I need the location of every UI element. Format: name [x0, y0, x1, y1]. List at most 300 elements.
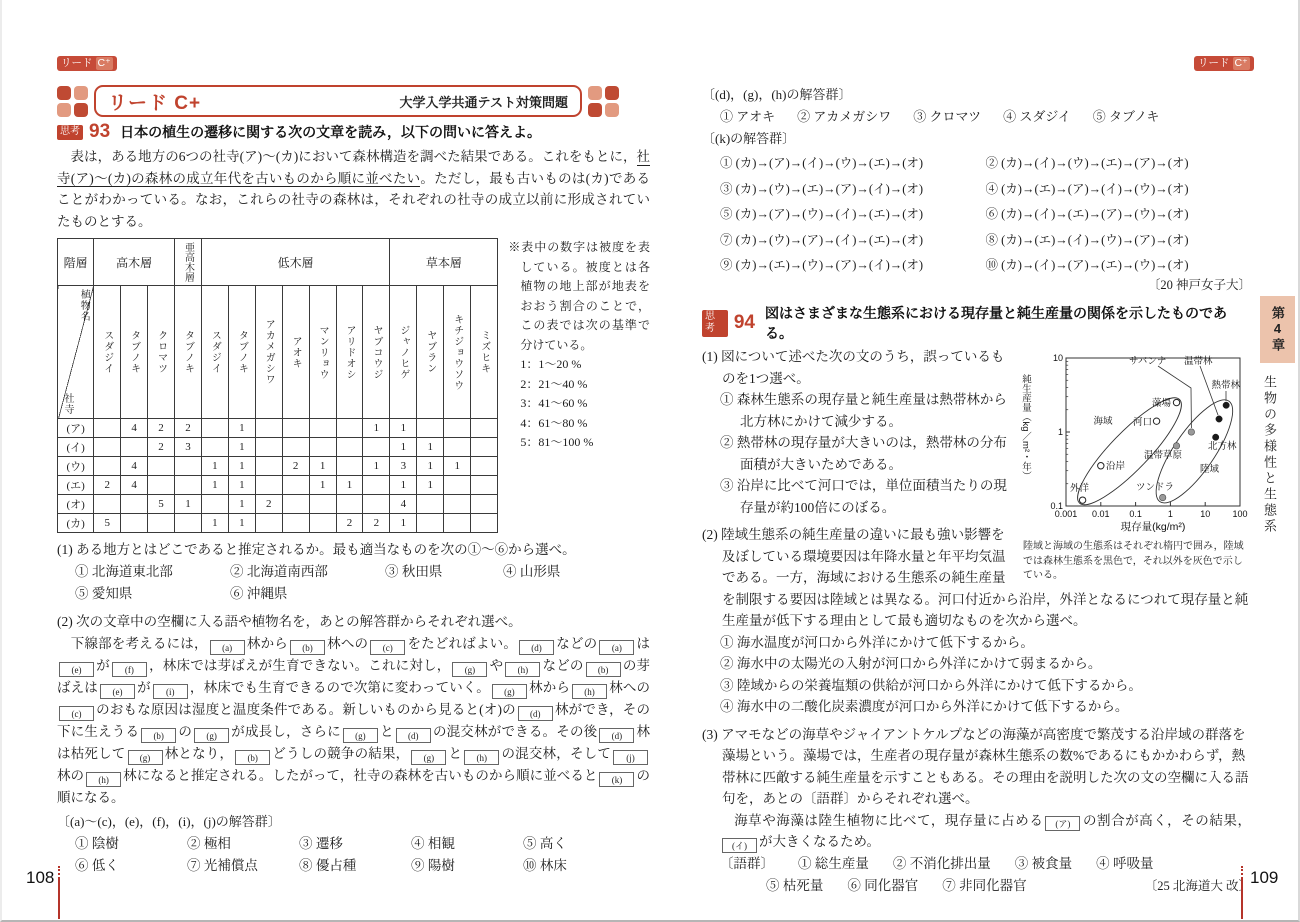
y-tick-label: 1 [1057, 427, 1063, 437]
table-cell: アカメガシワ [255, 286, 282, 419]
option-item: ⑥ 沖縄県 [230, 585, 288, 601]
table-cell [309, 495, 336, 514]
answer-blank: (h) [505, 662, 540, 677]
option-item: ② 熱帯林の現存量が大きいのは，熱帯林の分布面積が大きいためである。 [720, 435, 1007, 472]
table-cell: 1 [390, 419, 417, 438]
answer-blank: (h) [464, 750, 499, 765]
table-cell: 1 [417, 457, 444, 476]
list-item: ④ (カ)→(エ)→(ア)→(イ)→(ウ)→(オ) [985, 181, 1189, 196]
table-cell: 4 [121, 476, 148, 495]
option-item: ⑥ 低く [75, 858, 119, 873]
vegetation-table [57, 238, 498, 533]
x-tick-label: 0.1 [1129, 509, 1142, 519]
table-cell: 低木層 [201, 239, 389, 286]
list-item: 1：1～20 % [520, 357, 582, 371]
table-cell: 1 [228, 476, 255, 495]
point-label: ツンドラ [1136, 482, 1175, 493]
table-cell: 2 [363, 514, 390, 533]
answer-blank: (g) [492, 684, 527, 699]
point-label: 温帯林 [1184, 356, 1213, 367]
point-label: 温帯草原 [1144, 450, 1183, 461]
q94-3-goi-row2 [766, 875, 1251, 897]
table-cell [148, 514, 175, 533]
table-cell: (ウ) [58, 457, 94, 476]
lead-badge-cplus: C⁺ [97, 57, 111, 69]
q93-1-options-row1 [75, 561, 650, 583]
x-axis-label: 現存量(kg/m²) [1120, 521, 1186, 533]
table-cell: 1 [228, 495, 255, 514]
table-row [58, 495, 498, 514]
q93-2-lead: (2) 次の文章中の空欄に入る語や植物名を，あとの解答群からそれぞれ選べ。 [57, 613, 522, 629]
answer-blank: (h) [86, 772, 121, 787]
point-label: 外洋 [1070, 483, 1090, 494]
list-item: ② アカメガシワ [797, 109, 892, 124]
x-tick-label: 1 [1167, 509, 1173, 519]
table-cell: 2 [336, 514, 363, 533]
table-cell: 1 [309, 457, 336, 476]
table-cell [175, 457, 202, 476]
option-item: ① 総生産量 [798, 855, 869, 871]
option-item: ② 極相 [187, 836, 231, 851]
table-cell [309, 419, 336, 438]
q94-2-options [720, 632, 1251, 718]
table-cell [58, 286, 94, 419]
table-cell: 1 [228, 514, 255, 533]
ellipse-label: 海域 [1093, 416, 1113, 427]
list-item: 5：81～100 % [520, 435, 594, 449]
table-cell: (ア) [58, 419, 94, 438]
leader-line [1158, 366, 1191, 428]
table-cell [336, 457, 363, 476]
table-cell: 1 [390, 514, 417, 533]
table-cell: キチジョウソウ [444, 286, 471, 419]
table-cell [94, 419, 121, 438]
table-cell [255, 419, 282, 438]
table-cell: ジャノヒゲ [390, 286, 417, 419]
table-cell: 草本層 [390, 239, 498, 286]
answer-blank: (g) [128, 750, 163, 765]
option-item: ① 陰樹 [75, 836, 119, 851]
option-item: ③ 秋田県 [385, 563, 443, 579]
table-cell [336, 419, 363, 438]
table-corner-plant-label: 植物名 [78, 289, 90, 322]
chart-point [1153, 418, 1159, 424]
note-scale [508, 355, 650, 453]
group-dgh-options [720, 106, 1251, 128]
answer-blank: (c) [370, 640, 405, 655]
section-subtitle: 大学入学共通テスト対策問題 [399, 94, 568, 110]
table-cell [201, 419, 228, 438]
table-cell [417, 514, 444, 533]
table-cell: 5 [94, 514, 121, 533]
point-label: 北方林 [1208, 441, 1237, 452]
chart-point [1098, 463, 1104, 469]
chart-point [1212, 434, 1218, 440]
option-item: ③ 被食量 [1014, 855, 1073, 871]
table-cell [201, 495, 228, 514]
chapter-title: 生物の多様性と生態系 [1262, 375, 1277, 535]
option-item: ④ 山形県 [503, 563, 561, 579]
q93-1-text: (1) ある地方とはどこであると推定されるか。最も適当なものを次の①～⑥から選べ。 [57, 542, 576, 557]
chapter-tab [1260, 296, 1292, 535]
table-cell: 2 [282, 457, 309, 476]
table-cell [336, 438, 363, 457]
table-cell [363, 438, 390, 457]
list-item: ④ スダジイ [1003, 109, 1071, 124]
table-cell [282, 476, 309, 495]
table-cell [255, 476, 282, 495]
list-item: ⑦ (カ)→(ウ)→(ア)→(イ)→(エ)→(オ) [720, 232, 924, 247]
think-badge: 思考 [702, 310, 728, 337]
q93-source: 〔20 神戸女子大〕 [1147, 278, 1251, 292]
answer-blank: (d) [396, 728, 431, 743]
point-label: 熱帯林 [1211, 380, 1240, 391]
x-tick-label: 0.01 [1092, 509, 1110, 519]
table-cell: ヤブコウジ [363, 286, 390, 419]
q93-2-passage: 下線部を考えるには， (a) 林から (b) 林への (c) をたどればよい。 (d) などの (a) は(e) が (f) ，林床では芽ばえが生育できない。これに対し， (g) や (h) などの (b) の芽ばえは (e) が (i) ，林床でも生育できるので次第に変わっていく。 (g) 林から (h) 林への(c) のおもな原因は湿度と温度条件である。新しいものから見ると(オ)の (d) 林ができ，その下に生えうる (b) の (g) が成長し，さらに (g) と (d) の混交林ができる。その後 (d) 林は枯死して (g) 林となり， (b) どうしの競争の結果， (g) と (h) の混交林，そして (j)林の (h) 林になると推定される。したがって，社寺の森林を古いものから順に並べると (k) の順になる。 [57, 636, 651, 805]
table-cell [255, 438, 282, 457]
table-row [58, 476, 498, 495]
y-tick-label: 10 [1052, 353, 1063, 363]
table-cell: 1 [228, 457, 255, 476]
table-cell: 1 [390, 476, 417, 495]
table-row [58, 419, 498, 438]
table-cell: 1 [201, 457, 228, 476]
table-cell: 3 [175, 438, 202, 457]
option-item: ⑤ 愛知県 [75, 585, 133, 601]
q94-body [702, 346, 1251, 897]
table-cell: 1 [201, 476, 228, 495]
option-item: ③ 遷移 [299, 836, 343, 851]
answer-blank: (c) [59, 706, 94, 721]
left-page-column [57, 121, 650, 877]
q94-source: 〔25 北海道大 改〕 [1144, 878, 1251, 893]
list-item: ② (カ)→(イ)→(ウ)→(エ)→(ア)→(オ) [985, 156, 1189, 170]
ellipse-label: 陸域 [1200, 464, 1220, 475]
table-cell: 2 [94, 476, 121, 495]
table-cell: スダジイ [94, 286, 121, 419]
table-cell [471, 419, 498, 438]
table-cell [444, 476, 471, 495]
point-label: 河口 [1132, 417, 1152, 428]
table-cell: 1 [336, 476, 363, 495]
answer-blank: (g) [411, 750, 446, 765]
table-cell [121, 514, 148, 533]
underlined-text: 社寺(ア)～(カ)の森林の成立年代を古いものから順に並べたい [57, 149, 650, 186]
lead-badge-left [57, 56, 117, 71]
table-cell [121, 495, 148, 514]
answer-blank: (b) [290, 640, 325, 655]
answer-blank: (d) [518, 706, 553, 721]
divider-line-right [1241, 866, 1243, 919]
table-cell: 1 [228, 419, 255, 438]
answer-blank: (j) [613, 750, 648, 765]
table-cell [148, 457, 175, 476]
table-cell [471, 495, 498, 514]
list-item: 4：61～80 % [520, 415, 588, 430]
option-item: ① 森林生態系の現存量と純生産量は熱帯林から北方林にかけて減少する。 [720, 392, 1007, 429]
table-cell: (オ) [58, 495, 94, 514]
table-cell: 5 [148, 495, 175, 514]
table-cell: アオキ [282, 286, 309, 419]
table-cell [282, 495, 309, 514]
table-cell [417, 419, 444, 438]
think-badge: 思考 [57, 125, 83, 140]
table-cell: (エ) [58, 476, 94, 495]
option-item: ② 海水中の太陽光の入射が河口から外洋にかけて弱まるから。 [720, 656, 1102, 671]
table-cell: 4 [121, 457, 148, 476]
option-item: ③ 陸域からの栄養塩類の供給が河口から外洋にかけて低下するから。 [720, 677, 1142, 693]
chart-point [1173, 443, 1179, 449]
table-cell [309, 514, 336, 533]
option-item: ④ 海水中の二酸化炭素濃度が河口から外洋にかけて低下するから。 [720, 699, 1129, 714]
table-cell: 高木層 [94, 239, 175, 286]
figure-y-axis-label: 純生産量（kg／m²・年） [1020, 374, 1031, 481]
q93-title-row [57, 121, 650, 143]
list-item: ⑩ (カ)→(イ)→(ア)→(エ)→(ウ)→(オ) [985, 258, 1189, 272]
table-cell: 1 [390, 438, 417, 457]
option-item: ④ 相観 [411, 836, 455, 851]
table-cell [471, 476, 498, 495]
q94-3-para: (3) アマモなどの海草やジャイアントケルプなどの海藻が高密度で繁茂する沿岸域の群落を藻場という。藻場では，生産者の現存量が森林生態系の数%であるにもかかわらず，熱帯林に匹敵する純生産量を示すこともある。その理由を説明した次の文の空欄に入る語句を，あとの〔語群〕からそれぞれ選べ。 [702, 726, 1249, 806]
x-tick-label: 100 [1232, 509, 1248, 519]
table-cell: 1 [417, 438, 444, 457]
table-cell [444, 438, 471, 457]
answer-blank: (ア) [1045, 816, 1080, 831]
option-item: ⑧ 優占種 [299, 858, 357, 873]
table-cell: 2 [255, 495, 282, 514]
table-cell: タブノキ [121, 286, 148, 419]
table-cell [94, 438, 121, 457]
option-item: ② 北海道南西部 [230, 563, 328, 579]
divider-line-left [58, 866, 60, 919]
table-cell: 1 [363, 419, 390, 438]
chart-point [1188, 429, 1194, 435]
answer-blank: (g) [194, 728, 229, 743]
table-cell [444, 419, 471, 438]
answer-blank: (e) [100, 684, 135, 699]
table-row [58, 457, 498, 476]
option-item: ② 不消化排出量 [892, 855, 991, 871]
table-cell: (イ) [58, 438, 94, 457]
q94-title-row [702, 303, 1251, 343]
chart-point [1223, 402, 1229, 408]
list-item: ① (カ)→(ア)→(イ)→(ウ)→(エ)→(オ) [720, 156, 924, 170]
q93-1-options-row2 [75, 583, 650, 605]
y-tick-label: 0.1 [1050, 501, 1063, 511]
note-text: ※表中の数字は被度を表している。被度とは各植物の地上部が地表をおおう割合のことで，この表では次の基準で分けている。 [508, 240, 650, 352]
table-cell: (カ) [58, 514, 94, 533]
q93-2-options-row2 [75, 855, 650, 877]
goi-label: 〔語群〕 [720, 855, 774, 871]
answer-blank: (i) [153, 684, 188, 699]
table-cell: タブノキ [228, 286, 255, 419]
option-item: ⑩ 林床 [523, 858, 567, 873]
table-cell [309, 438, 336, 457]
answer-blank: (h) [572, 684, 607, 699]
point-label: サバンナ [1129, 356, 1167, 367]
option-item: ⑤ 高く [523, 836, 567, 851]
table-cell: マンリョウ [309, 286, 336, 419]
option-item: ⑦ 非同化器官 [942, 877, 1027, 893]
lead-badge-cplus: C⁺ [1234, 57, 1248, 69]
table-cell: 2 [148, 438, 175, 457]
q94-number: 94 [733, 312, 755, 333]
table-cell [336, 495, 363, 514]
q94-3-sentence: 海草や海藻は陸生植物に比べて，現存量に占める (ア) の割合が高く，その結果，(イ) が大きくなるため。 [720, 812, 1252, 851]
list-item: ⑨ (カ)→(エ)→(ウ)→(ア)→(イ)→(オ) [720, 258, 924, 272]
page-number-left: 108 [26, 868, 55, 887]
scatter-chart [1030, 348, 1250, 538]
answer-blank: (イ) [722, 838, 757, 853]
table-cell [175, 514, 202, 533]
list-item: ③ クロマツ [913, 109, 982, 124]
q93-number: 93 [89, 121, 111, 142]
answer-blank: (g) [452, 662, 487, 677]
table-cell: 亜高木層 [175, 239, 202, 286]
list-item: ③ (カ)→(ウ)→(エ)→(ア)→(イ)→(オ) [720, 181, 924, 196]
section-header-box [94, 85, 582, 117]
q94-3-goi-row1 [720, 853, 1251, 875]
table-cell: 1 [417, 476, 444, 495]
chart-point [1159, 494, 1165, 500]
table-cell: 3 [390, 457, 417, 476]
table-cell [471, 438, 498, 457]
section-title: リード C+ [108, 92, 202, 114]
list-item: 3：41～60 % [520, 396, 588, 410]
answer-blank: (k) [599, 772, 634, 787]
group-k-label: 〔(k)の解答群〕 [702, 131, 796, 146]
deco-squares-left [57, 86, 88, 117]
table-cell: 4 [121, 419, 148, 438]
table-cell [417, 495, 444, 514]
group-k-options [720, 153, 1251, 273]
chart-point [1173, 399, 1179, 405]
table-cell: クロマツ [148, 286, 175, 419]
answer-blank: (a) [599, 640, 634, 655]
table-cell: スダジイ [201, 286, 228, 419]
answer-blank: (d) [519, 640, 554, 655]
list-item: ⑧ (カ)→(エ)→(イ)→(ウ)→(ア)→(オ) [985, 232, 1189, 247]
table-cell: 2 [175, 419, 202, 438]
table-cell [282, 514, 309, 533]
answer-blank: (b) [235, 750, 270, 765]
page-number-right: 109 [1250, 868, 1279, 887]
table-cell [444, 514, 471, 533]
table-cell [282, 438, 309, 457]
table-cell: 1 [363, 457, 390, 476]
chart-point [1079, 497, 1085, 503]
option-item: ⑥ 同化器官 [847, 877, 919, 893]
x-tick-label: 0.001 [1054, 509, 1078, 519]
answer-blank: (d) [599, 728, 634, 743]
table-cell: 1 [228, 438, 255, 457]
lead-badge-right [1194, 56, 1254, 71]
table-cell [471, 457, 498, 476]
answer-blank: (e) [59, 662, 94, 677]
q94-1-text: (1) 図について述べた次の文のうち，誤っているものを1つ選べ。 [702, 349, 1005, 386]
table-row [58, 438, 498, 457]
table-cell [444, 495, 471, 514]
table-cell: 2 [148, 419, 175, 438]
table-cell [121, 438, 148, 457]
option-item: ⑦ 光補償点 [187, 858, 258, 873]
option-item: ① 海水温度が河口から外洋にかけて低下するから。 [720, 634, 1034, 650]
table-cell: ヤブラン [417, 286, 444, 419]
q93-2-group-label: 〔(a)～(c)，(e)，(f)，(i)，(j)の解答群〕 [57, 814, 281, 829]
table-cell: ミズヒキ [471, 286, 498, 419]
table-cell: 1 [201, 514, 228, 533]
table-cell: 1 [309, 476, 336, 495]
table-cell [363, 495, 390, 514]
q93-table-area [57, 238, 650, 533]
option-item: ⑨ 陽樹 [411, 858, 455, 873]
answer-blank: (f) [112, 662, 147, 677]
table-cell: 1 [444, 457, 471, 476]
table-cell [282, 419, 309, 438]
lead-badge-text: リード [1198, 57, 1230, 69]
table-cell [148, 476, 175, 495]
table-cell [255, 457, 282, 476]
answer-blank: (g) [343, 728, 378, 743]
q93-intro: 表は，ある地方の6つの社寺(ア)～(カ)において森林構造を調べた結果である。これをもとに，社寺(ア)～(カ)の森林の成立年代を古いものから順に並べたい。ただし，最も古いものは(カ)であることがわかっている。なお，これらの社寺の森林は，それぞれの社寺の成立以前に形成されていたものとする。 [57, 149, 650, 229]
table-cell: 1 [175, 495, 202, 514]
chart-point [1216, 416, 1222, 422]
table-cell [175, 476, 202, 495]
table-corner-shrine-label: 社寺 [62, 393, 73, 415]
figure-caption: 陸域と海域の生態系はそれぞれ楕円で囲み，陸域では森林生態系を黒色で，それ以外を灰色で示している。 [1023, 541, 1244, 581]
list-item: ⑥ (カ)→(イ)→(エ)→(ア)→(ウ)→(オ) [985, 207, 1189, 221]
group-dgh-label: 〔(d)，(g)，(h)の解答群〕 [702, 87, 852, 102]
option-item: ⑤ 枯死量 [766, 877, 824, 893]
answer-blank: (b) [141, 728, 176, 743]
list-item: 2：21～40 % [520, 376, 588, 391]
table-cell [255, 514, 282, 533]
table-cell [94, 495, 121, 514]
section-header [57, 85, 619, 117]
table-cell: タブノキ [175, 286, 202, 419]
x-tick-label: 10 [1200, 509, 1211, 519]
table-row [58, 514, 498, 533]
table-cell: 4 [390, 495, 417, 514]
point-label: 藻場 [1151, 398, 1171, 409]
table-cell [471, 514, 498, 533]
table-note [508, 238, 650, 533]
option-item: ③ 沿岸に比べて河口では，単位面積当たりの現存量が約100倍にのぼる。 [720, 478, 1007, 515]
option-item: ④ 呼吸量 [1096, 855, 1154, 871]
ecosystem-figure [1017, 348, 1251, 584]
q94-2-text: (2) 陸域生態系の純生産量の違いに最も強い影響を及ぼしている環境要因は年降水量と年平均気温である。一方，海域における生態系の純生産量を制限する要因は陸域とは異なる。河口付近から沿岸，外洋となるにつれて現存量と純生産量が低下する理由として最も適切なものを次から選べ。 [702, 527, 1249, 628]
list-item: ① アオキ [720, 109, 776, 124]
option-item: ① 北海道東北部 [75, 563, 173, 579]
q93-2-options-row1 [75, 833, 650, 855]
list-item: ⑤ タブノキ [1092, 109, 1160, 124]
table-cell [363, 476, 390, 495]
q93-title: 日本の植生の遷移に関する次の文章を読み，以下の問いに答えよ。 [120, 124, 541, 140]
q94-title: 図はさまざまな生態系における現存量と純生産量の関係を示したものである。 [764, 305, 1227, 341]
table-cell [94, 457, 121, 476]
table-cell: 階層 [58, 239, 94, 286]
right-page-column [702, 84, 1251, 897]
chapter-number: 第4章 [1260, 296, 1295, 363]
answer-blank: (b) [586, 662, 621, 677]
table-cell [201, 438, 228, 457]
table-cell: アリドオシ [336, 286, 363, 419]
deco-squares-right [588, 86, 619, 117]
lead-badge-text: リード [61, 57, 93, 69]
answer-blank: (a) [210, 640, 245, 655]
list-item: ⑤ (カ)→(ア)→(ウ)→(イ)→(エ)→(オ) [720, 207, 924, 221]
